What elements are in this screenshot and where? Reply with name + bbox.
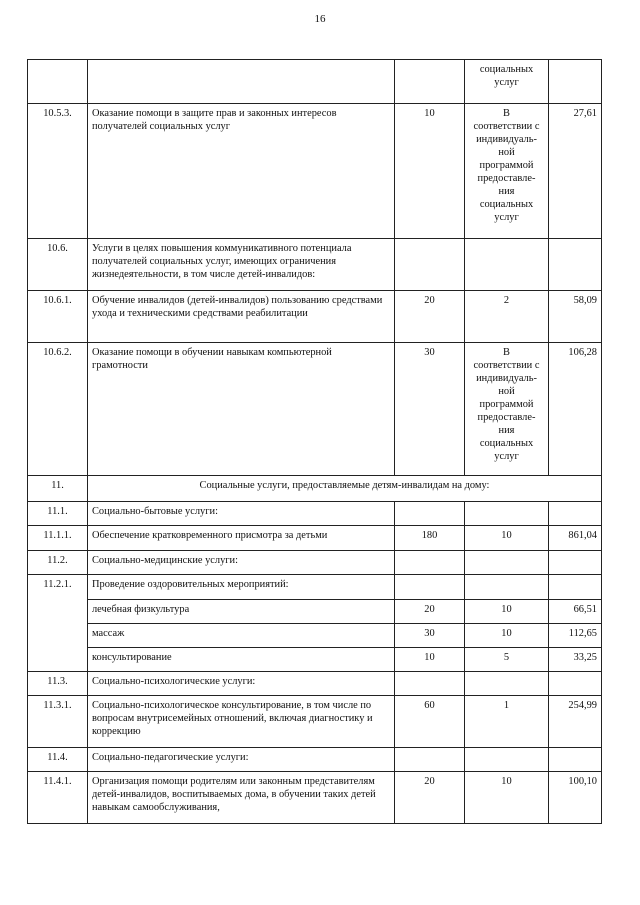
- row-number: 11.1.: [28, 502, 88, 526]
- service-price: 254,99: [549, 696, 602, 748]
- service-time: [395, 748, 465, 772]
- service-name: [88, 60, 395, 104]
- table-row: [28, 748, 602, 772]
- service-count: [465, 772, 549, 824]
- table-row: [28, 600, 602, 624]
- service-price: [549, 551, 602, 575]
- service-name: Социально-бытовые услуги:: [88, 502, 395, 526]
- row-number: 11.2.: [28, 551, 88, 575]
- table-row: [28, 476, 602, 502]
- service-name: Обеспечение кратковременного присмотра за детьми: [88, 526, 395, 551]
- row-number: 11.4.1.: [28, 772, 88, 824]
- service-count: [465, 748, 549, 772]
- service-count-line: соответствии с: [473, 360, 540, 371]
- table-row: [28, 104, 602, 239]
- service-count-line: В: [503, 108, 510, 119]
- service-price: [549, 748, 602, 772]
- service-count-line: социальных: [479, 438, 534, 449]
- service-price: 33,25: [549, 648, 602, 672]
- service-count: [465, 648, 549, 672]
- service-price: 861,04: [549, 526, 602, 551]
- service-count-line: ния: [498, 425, 515, 436]
- service-count-line: 10: [501, 530, 512, 541]
- table-row: [28, 291, 602, 343]
- service-name: Социально-психологическое консультирование, в том числе по вопросам внутрисемейных отношений, включая диагностику и коррекцию: [88, 696, 395, 748]
- service-time: 20: [395, 600, 465, 624]
- service-time: 10: [395, 648, 465, 672]
- service-count-line: услуг: [494, 451, 519, 462]
- row-number: [28, 60, 88, 104]
- service-count-line: В: [503, 347, 510, 358]
- service-count-line: индивидуаль-: [476, 134, 537, 145]
- service-name: Социально-медицинские услуги:: [88, 551, 395, 575]
- service-name: Услуги в целях повышения коммуникативного потенциала получателей социальных услуг, имеющих ограничения жизнедеятельности, в том числе детей-инвалидов:: [88, 239, 395, 291]
- service-time: 20: [395, 291, 465, 343]
- row-number: 11.4.: [28, 748, 88, 772]
- service-price: 66,51: [549, 600, 602, 624]
- row-number: 10.6.2.: [28, 343, 88, 476]
- service-count-line: 5: [503, 652, 510, 663]
- service-name: Социально-педагогические услуги:: [88, 748, 395, 772]
- service-time: [395, 672, 465, 696]
- service-price: [549, 575, 602, 600]
- row-number: 10.6.1.: [28, 291, 88, 343]
- service-count-line: индивидуаль-: [476, 373, 537, 384]
- service-count-line: программой: [479, 160, 534, 171]
- service-price: 112,65: [549, 624, 602, 648]
- service-price: 106,28: [549, 343, 602, 476]
- table-row: [28, 575, 602, 600]
- service-price: [549, 60, 602, 104]
- row-number: 11.1.1.: [28, 526, 88, 551]
- service-price: [549, 502, 602, 526]
- service-count-line: 10: [501, 776, 512, 787]
- table-row: [28, 526, 602, 551]
- table-row: [28, 239, 602, 291]
- table-row: [28, 60, 602, 104]
- service-count-line: предоставле-: [477, 412, 536, 423]
- service-time: 10: [395, 104, 465, 239]
- table-row: [28, 772, 602, 824]
- service-count: [465, 672, 549, 696]
- row-number: 10.5.3.: [28, 104, 88, 239]
- service-time: [395, 239, 465, 291]
- service-price: 100,10: [549, 772, 602, 824]
- service-time: [395, 60, 465, 104]
- page-number: 16: [314, 13, 326, 25]
- service-time: 60: [395, 696, 465, 748]
- service-price: [549, 239, 602, 291]
- service-name: лечебная физкультура: [88, 600, 395, 624]
- table-row: [28, 696, 602, 748]
- service-count: [465, 502, 549, 526]
- table-row: [28, 502, 602, 526]
- service-count: [465, 343, 549, 476]
- service-price: [549, 672, 602, 696]
- service-count: [465, 104, 549, 239]
- service-name: Оказание помощи в защите прав и законных интересов получателей социальных услуг: [88, 104, 395, 239]
- row-number: 11.: [28, 476, 88, 502]
- service-time: 30: [395, 624, 465, 648]
- service-count-line: предоставле-: [477, 173, 536, 184]
- service-time: [395, 502, 465, 526]
- service-name: Проведение оздоровительных мероприятий:: [88, 575, 395, 600]
- table-row: [28, 648, 602, 672]
- service-count-line: социальных: [479, 199, 534, 210]
- service-time: 20: [395, 772, 465, 824]
- service-count: [465, 60, 549, 104]
- section-title: Социальные услуги, предоставляемые детям-инвалидам на дому:: [88, 476, 602, 502]
- service-count: [465, 575, 549, 600]
- service-time: 30: [395, 343, 465, 476]
- service-count-line: услуг: [494, 212, 519, 223]
- service-name: Оказание помощи в обучении навыкам компьютерной грамотности: [88, 343, 395, 476]
- service-count-line: программой: [479, 399, 534, 410]
- service-count: [465, 526, 549, 551]
- service-name: Организация помощи родителям или законным представителям детей-инвалидов, воспитываемых дома, в обучении таких детей навыкам самообслуживания,: [88, 772, 395, 824]
- service-count-line: 10: [501, 604, 512, 615]
- service-count-line: ния: [498, 186, 515, 197]
- service-name: Социально-психологические услуги:: [88, 672, 395, 696]
- service-count: [465, 239, 549, 291]
- service-count-line: 1: [503, 700, 510, 711]
- service-count-line: 10: [501, 628, 512, 639]
- row-number: 10.6.: [28, 239, 88, 291]
- service-count-line: ной: [498, 386, 515, 397]
- row-number: 11.2.1.: [28, 575, 88, 672]
- service-name: Обучение инвалидов (детей-инвалидов) пользованию средствами ухода и техническими средствами реабилитации: [88, 291, 395, 343]
- service-count-line: социальных: [479, 64, 534, 75]
- service-time: [395, 551, 465, 575]
- service-count: [465, 696, 549, 748]
- service-count-line: соответствии с: [473, 121, 540, 132]
- row-number: 11.3.: [28, 672, 88, 696]
- table-row: [28, 672, 602, 696]
- service-count-line: ной: [498, 147, 515, 158]
- row-number: 11.3.1.: [28, 696, 88, 748]
- service-time: [395, 575, 465, 600]
- service-count-line: 2: [503, 295, 510, 306]
- service-count: [465, 551, 549, 575]
- service-count-line: услуг: [494, 77, 519, 88]
- service-time: 180: [395, 526, 465, 551]
- table-row: [28, 343, 602, 476]
- service-count: [465, 624, 549, 648]
- table-row: [28, 624, 602, 648]
- service-price: 58,09: [549, 291, 602, 343]
- service-count: [465, 600, 549, 624]
- service-count: [465, 291, 549, 343]
- services-table: [27, 59, 602, 824]
- service-name: консультирование: [88, 648, 395, 672]
- service-price: 27,61: [549, 104, 602, 239]
- table-row: [28, 551, 602, 575]
- service-name: массаж: [88, 624, 395, 648]
